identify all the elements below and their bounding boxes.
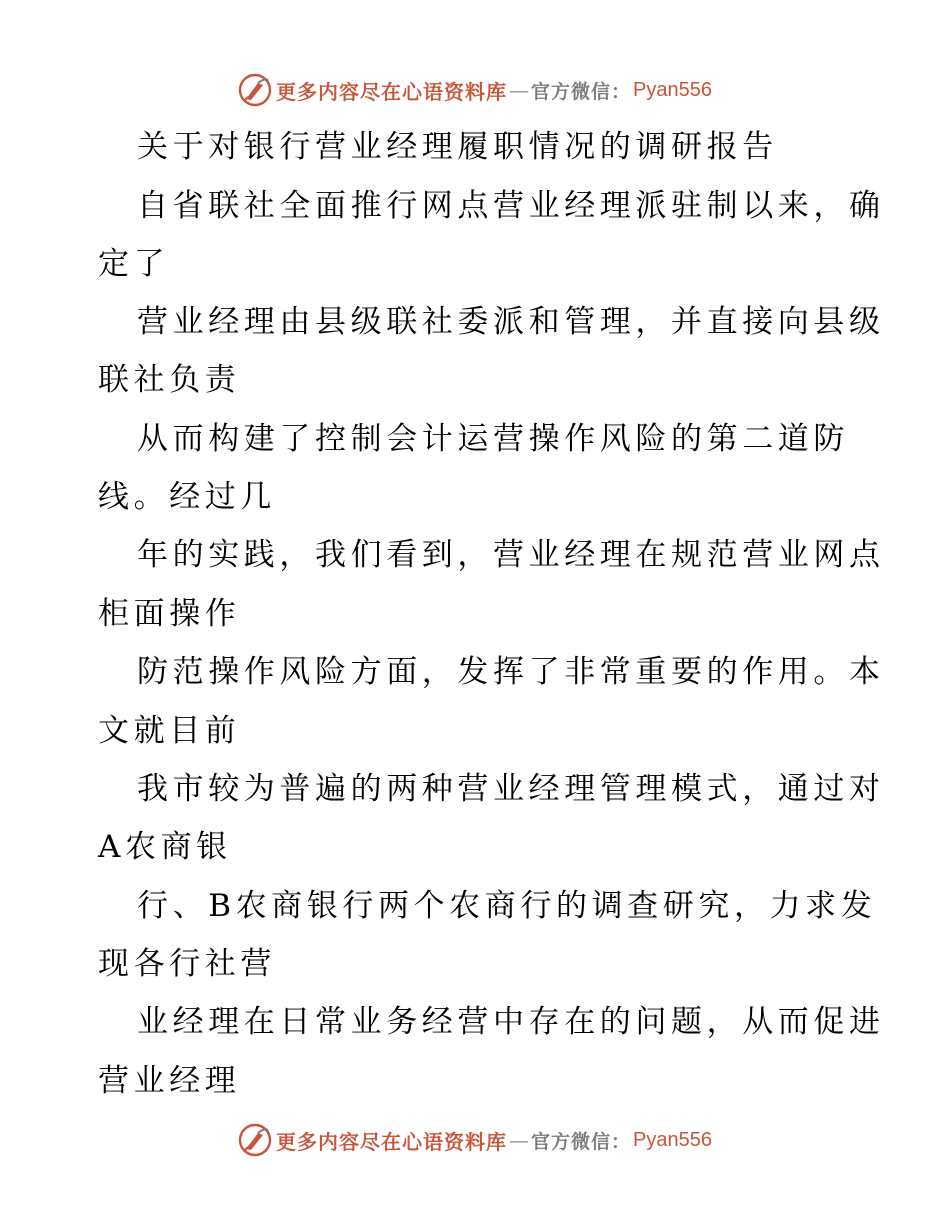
paragraph-line: 自省联社全面推行网点营业经理派驻制以来，确 bbox=[137, 188, 885, 224]
quill-pen-logo-icon bbox=[238, 1123, 272, 1157]
watermark-brand-text: 更多内容尽在心语资料库 bbox=[276, 79, 507, 104]
watermark-wechat-id: Pyan556 bbox=[633, 1128, 712, 1151]
paragraph-line: 年的实践，我们看到，营业经理在规范营业网点 bbox=[137, 537, 885, 573]
paragraph-line: 定了 bbox=[98, 246, 170, 282]
paragraph-line: 营业经理由县级联社委派和管理，并直接向县级 bbox=[137, 304, 885, 340]
watermark-banner-bottom bbox=[0, 1120, 950, 1160]
watermark-wechat-label: 官方微信： bbox=[531, 1130, 632, 1153]
paragraph-line: 防范操作风险方面，发挥了非常重要的作用。本 bbox=[137, 654, 885, 690]
paragraph-line: 线。经过几 bbox=[98, 479, 276, 515]
paragraph-line: 文就目前 bbox=[98, 713, 241, 749]
quill-pen-logo-icon bbox=[238, 73, 272, 107]
paragraph-line: 现各行社营 bbox=[98, 946, 276, 982]
paragraph-line: A农商银 bbox=[98, 829, 232, 865]
paragraph-line: 联社负责 bbox=[98, 362, 241, 398]
paragraph-line: 我市较为普遍的两种营业经理管理模式，通过对 bbox=[137, 771, 885, 807]
paragraph-line: 业经理在日常业务经营中存在的问题，从而促进 bbox=[137, 1004, 885, 1040]
paragraph-line: 行、B农商银行两个农商行的调查研究，力求发 bbox=[137, 888, 877, 924]
watermark-wechat-label: 官方微信： bbox=[531, 80, 632, 103]
paragraph-line: 营业经理 bbox=[98, 1063, 241, 1099]
paragraph-line: 从而构建了控制会计运营操作风险的第二道防 bbox=[137, 421, 849, 457]
watermark-wechat-id: Pyan556 bbox=[633, 78, 712, 101]
watermark-dash: — bbox=[509, 78, 529, 102]
watermark-dash: — bbox=[509, 1128, 529, 1152]
watermark-brand-text: 更多内容尽在心语资料库 bbox=[276, 1129, 507, 1154]
watermark-banner-top bbox=[0, 70, 950, 110]
paragraph-line: 柜面操作 bbox=[98, 596, 241, 632]
document-title: 关于对银行营业经理履职情况的调研报告 bbox=[137, 129, 778, 165]
